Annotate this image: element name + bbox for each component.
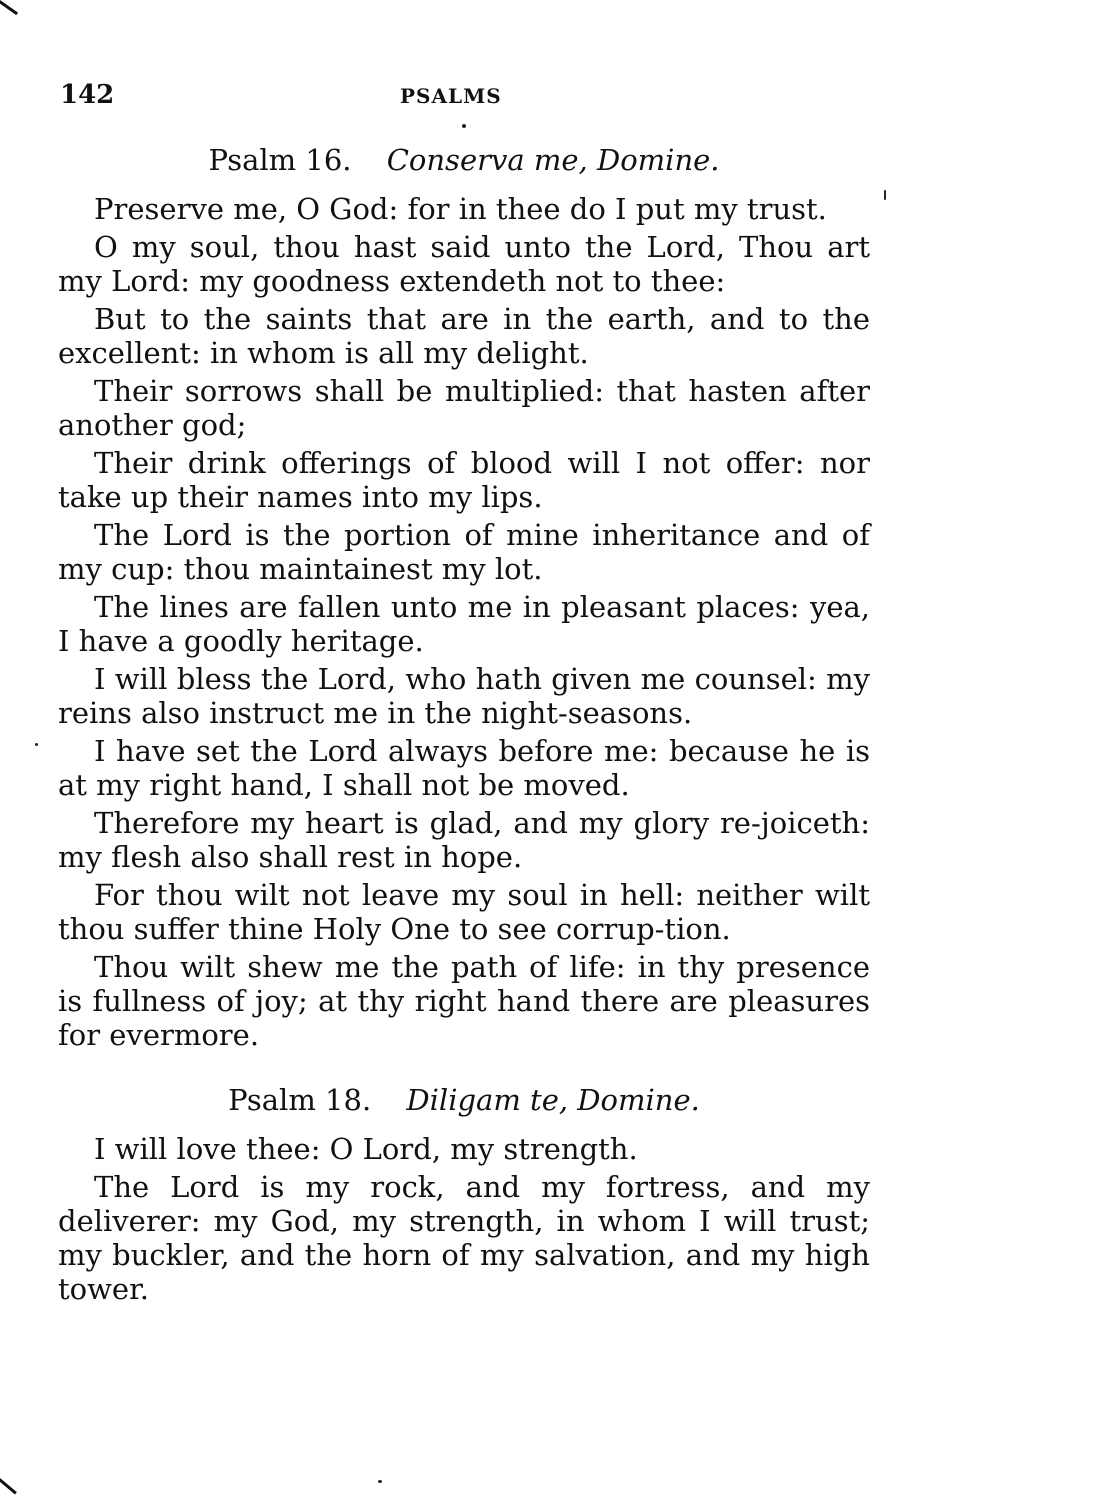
verse: I will bless the Lord, who hath given me counsel: my reins also instruct me in the night-seasons. (58, 662, 870, 730)
verse: I have set the Lord always before me: because he is at my right hand, I shall not be moved. (58, 734, 870, 802)
section-title: PSALMS (400, 84, 502, 108)
verse: But to the saints that are in the earth, and to the excellent: in whom is all my delight. (58, 302, 870, 370)
verse: Therefore my heart is glad, and my glory re-joiceth: my flesh also shall rest in hope. (58, 806, 870, 874)
verse: The Lord is the portion of mine inheritance and of my cup: thou maintainest my lot. (58, 518, 870, 586)
verse: For thou wilt not leave my soul in hell: neither wilt thou suffer thine Holy One to see corrup-tion. (58, 878, 870, 946)
verse: Thou wilt shew me the path of life: in thy presence is fullness of joy; at thy right hand there are pleasures for evermore. (58, 950, 870, 1052)
page-number: 142 (60, 80, 115, 110)
corner-mark-top-left (0, 0, 18, 15)
verse: Their drink offerings of blood will I not offer: nor take up their names into my lips. (58, 446, 870, 514)
psalm-number: Psalm 18. (228, 1083, 372, 1117)
psalm-number: Psalm 16. (208, 143, 352, 177)
psalm-section (58, 140, 870, 1052)
verse: Preserve me, O God: for in thee do I put my trust. (94, 192, 827, 226)
verse: O my soul, thou hast said unto the Lord, Thou art my Lord: my goodness extendeth not to thee: (58, 230, 870, 298)
print-speck (35, 743, 38, 746)
verse: I will love thee: O Lord, my strength. (94, 1132, 638, 1166)
psalm-latin-title: Diligam te, Domine. (406, 1083, 700, 1117)
psalm-latin-title: Conserva me, Domine. (386, 143, 720, 177)
corner-mark-bottom-left (0, 1478, 17, 1494)
running-head (60, 80, 870, 116)
verse: The Lord is my rock, and my fortress, and my deliverer: my God, my strength, in whom I will trust; my buckler, and the horn of my salvation, and my high tower. (58, 1170, 870, 1306)
verse: Their sorrows shall be multiplied: that hasten after another god; (58, 374, 870, 442)
psalm-section (58, 1080, 870, 1306)
print-speck (462, 124, 466, 128)
print-speck (884, 190, 886, 200)
print-speck (378, 1480, 382, 1483)
page-content (58, 140, 870, 1310)
verse: The lines are fallen unto me in pleasant places: yea, I have a goodly heritage. (58, 590, 870, 658)
psalm-heading (58, 140, 870, 180)
psalm-heading (58, 1080, 870, 1120)
